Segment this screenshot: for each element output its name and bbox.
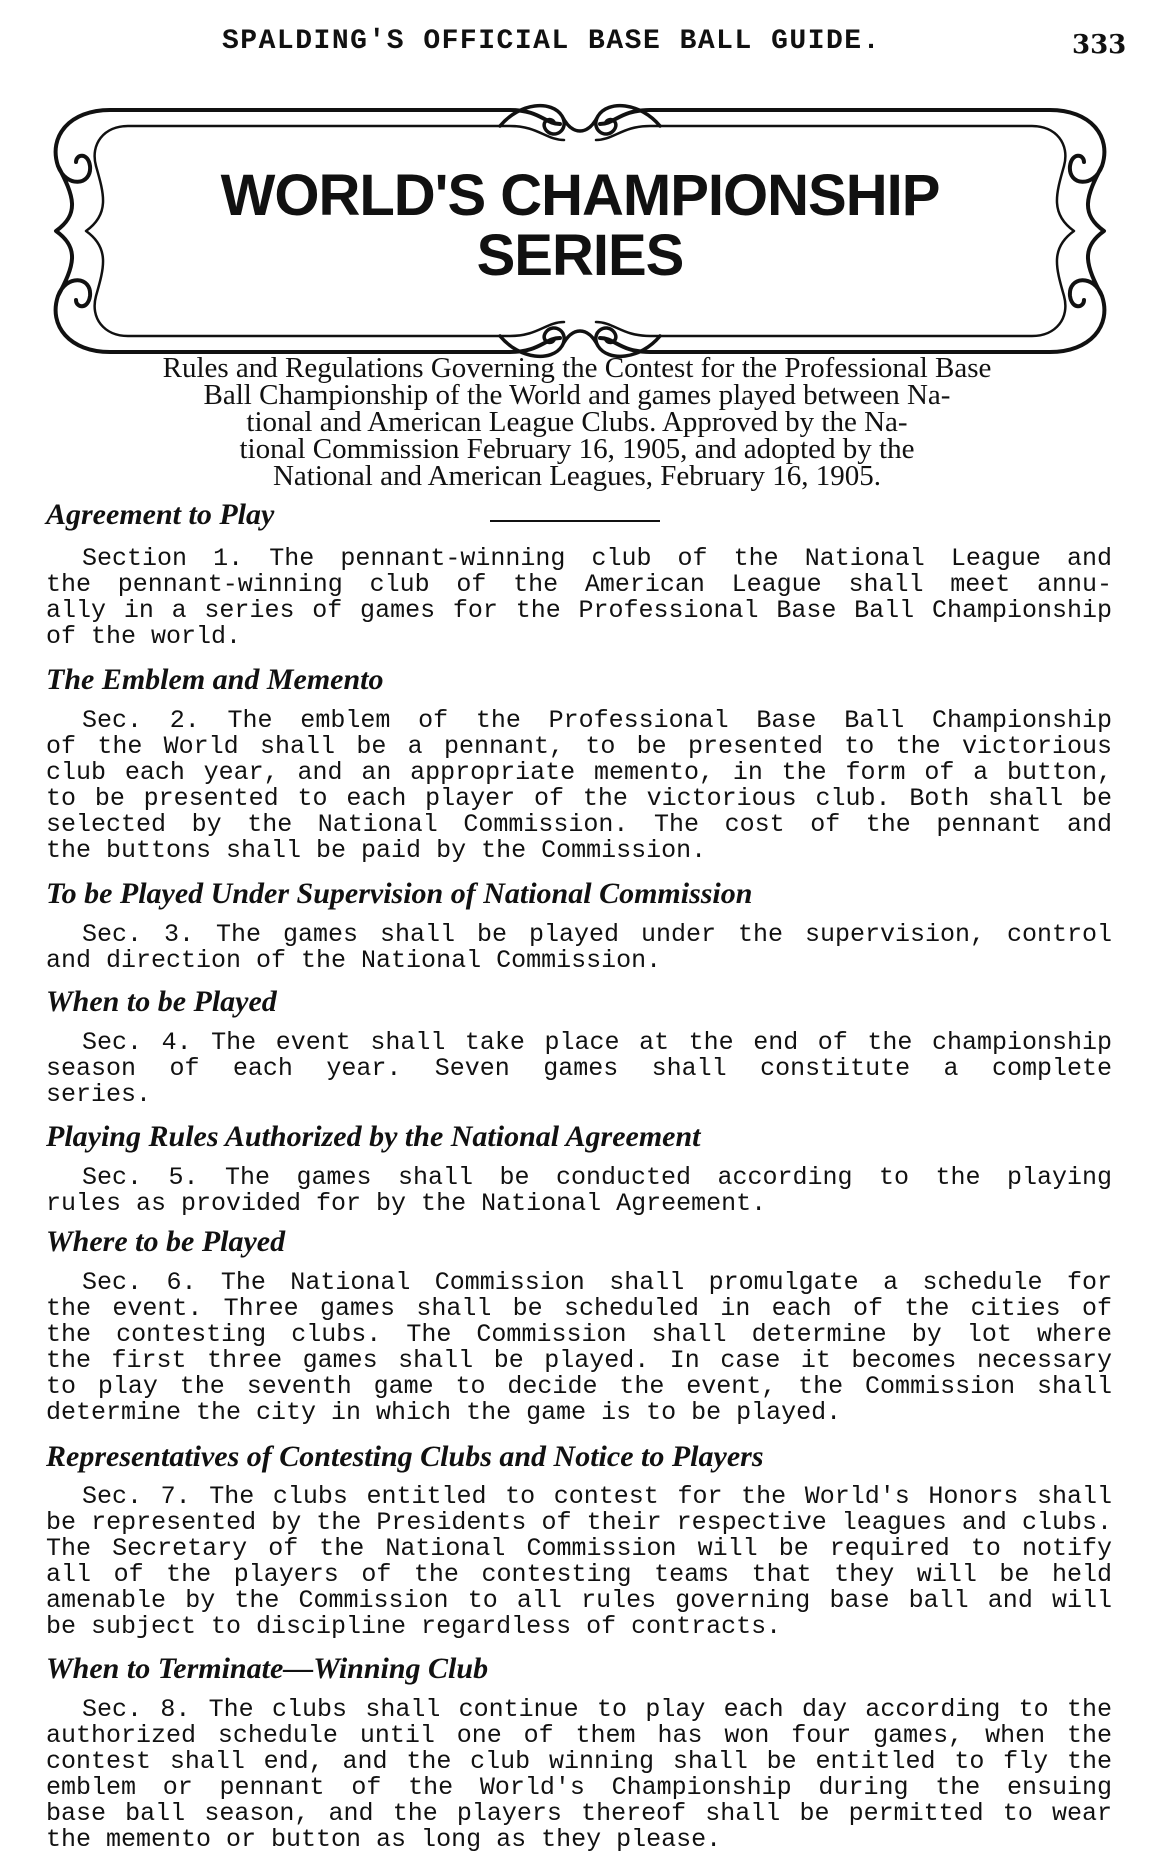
body-line: Sec. 3. The games shall be played under the supervision, control: [82, 920, 1112, 949]
title-cartouche: [40, 96, 1120, 366]
body-line: amenable by the Commission to all rules governing base ball and will: [46, 1586, 1112, 1615]
section-body-4: [46, 1030, 1112, 1108]
banner-title-line-2: SERIES: [476, 223, 684, 288]
intro-line: tional Commission February 16, 1905, and adopted by the: [239, 433, 915, 465]
body-line: all of the players of the contesting teams that they will be held: [46, 1560, 1112, 1589]
section-heading-agreement-to-play: Agreement to Play: [46, 498, 275, 531]
section-body-6: [46, 1270, 1112, 1426]
body-line: Sec. 8. The clubs shall continue to play each day according to the: [82, 1695, 1112, 1724]
body-line: Section 1. The pennant-winning club of the National League and: [82, 544, 1112, 573]
body-line: to be presented to each player of the victorious club. Both shall be: [46, 784, 1112, 813]
body-line: the contesting clubs. The Commission shall determine by lot where: [46, 1320, 1112, 1349]
body-line: series.: [46, 1080, 152, 1109]
body-line: selected by the National Commission. The cost of the pennant and: [46, 810, 1112, 839]
body-line: Sec. 7. The clubs entitled to contest for the World's Honors shall: [82, 1482, 1112, 1511]
section-body-1: [46, 546, 1112, 650]
body-line: determine the city in which the game is to be played.: [46, 1398, 842, 1427]
page-number: 333: [1072, 30, 1127, 60]
banner-title: [190, 163, 970, 288]
body-line: be represented by the Presidents of their respective leagues and clubs.: [46, 1508, 1112, 1537]
body-line: base ball season, and the players thereof shall be permitted to wear: [46, 1799, 1112, 1828]
section-heading-when-to-terminate: When to Terminate—Winning Club: [46, 1652, 489, 1685]
section-heading-when-to-be-played: When to be Played: [46, 985, 277, 1018]
body-line: Sec. 6. The National Commission shall promulgate a schedule for: [82, 1268, 1112, 1297]
body-line: be subject to discipline regardless of contracts.: [46, 1612, 782, 1641]
body-line: of the world.: [46, 622, 242, 651]
section-heading-emblem-and-memento: The Emblem and Memento: [46, 663, 384, 696]
section-body-7: [46, 1484, 1112, 1640]
body-line: and direction of the National Commission.: [46, 946, 662, 975]
body-line: the first three games shall be played. In case it becomes necessary: [46, 1346, 1112, 1375]
section-heading-representatives: Representatives of Contesting Clubs and Notice to Players: [46, 1440, 764, 1473]
body-line: club each year, and an appropriate memento, in the form of a button,: [46, 758, 1112, 787]
section-body-3: [46, 922, 1112, 974]
body-line: Sec. 2. The emblem of the Professional Base Ball Championship: [82, 706, 1112, 735]
section-body-5: [46, 1165, 1112, 1217]
body-line: Sec. 5. The games shall be conducted according to the playing: [82, 1163, 1112, 1192]
section-heading-playing-rules: Playing Rules Authorized by the National Agreement: [46, 1120, 701, 1153]
body-line: the event. Three games shall be scheduled in each of the cities of: [46, 1294, 1112, 1323]
section-body-8: [46, 1697, 1112, 1853]
body-line: the buttons shall be paid by the Commission.: [46, 836, 707, 865]
body-line: of the World shall be a pennant, to be presented to the victorious: [46, 732, 1112, 761]
section-body-2: [46, 708, 1112, 864]
body-line: the memento or button as long as they please.: [46, 1825, 722, 1854]
divider-rule: [490, 520, 660, 522]
running-title: SPALDING'S OFFICIAL BASE BALL GUIDE.: [222, 26, 881, 57]
intro-line: tional and American League Clubs. Approved by the Na-: [246, 406, 908, 438]
banner-title-line-1: WORLD'S CHAMPIONSHIP: [220, 163, 940, 228]
body-line: emblem or pennant of the World's Championship during the ensuing: [46, 1773, 1112, 1802]
section-heading-supervision: To be Played Under Supervision of National Commission: [46, 877, 753, 910]
body-line: rules as provided for by the National Agreement.: [46, 1189, 767, 1218]
running-header: [0, 26, 1151, 60]
body-line: Sec. 4. The event shall take place at the end of the championship: [82, 1028, 1112, 1057]
body-line: contest shall end, and the club winning shall be entitled to fly the: [46, 1747, 1112, 1776]
body-line: ally in a series of games for the Professional Base Ball Championship: [46, 596, 1112, 625]
intro-paragraph: [44, 352, 1110, 492]
intro-line: Ball Championship of the World and games played between Na-: [203, 379, 951, 411]
section-heading-where-to-be-played: Where to be Played: [46, 1225, 286, 1258]
intro-line: National and American Leagues, February 16, 1905.: [272, 460, 881, 492]
body-line: The Secretary of the National Commission will be required to notify: [46, 1534, 1112, 1563]
body-line: the pennant-winning club of the American League shall meet annu-: [46, 570, 1112, 599]
body-line: season of each year. Seven games shall constitute a complete: [46, 1054, 1112, 1083]
intro-line: Rules and Regulations Governing the Contest for the Professional Base: [162, 352, 992, 384]
body-line: to play the seventh game to decide the event, the Commission shall: [46, 1372, 1112, 1401]
body-line: authorized schedule until one of them has won four games, when the: [46, 1721, 1112, 1750]
